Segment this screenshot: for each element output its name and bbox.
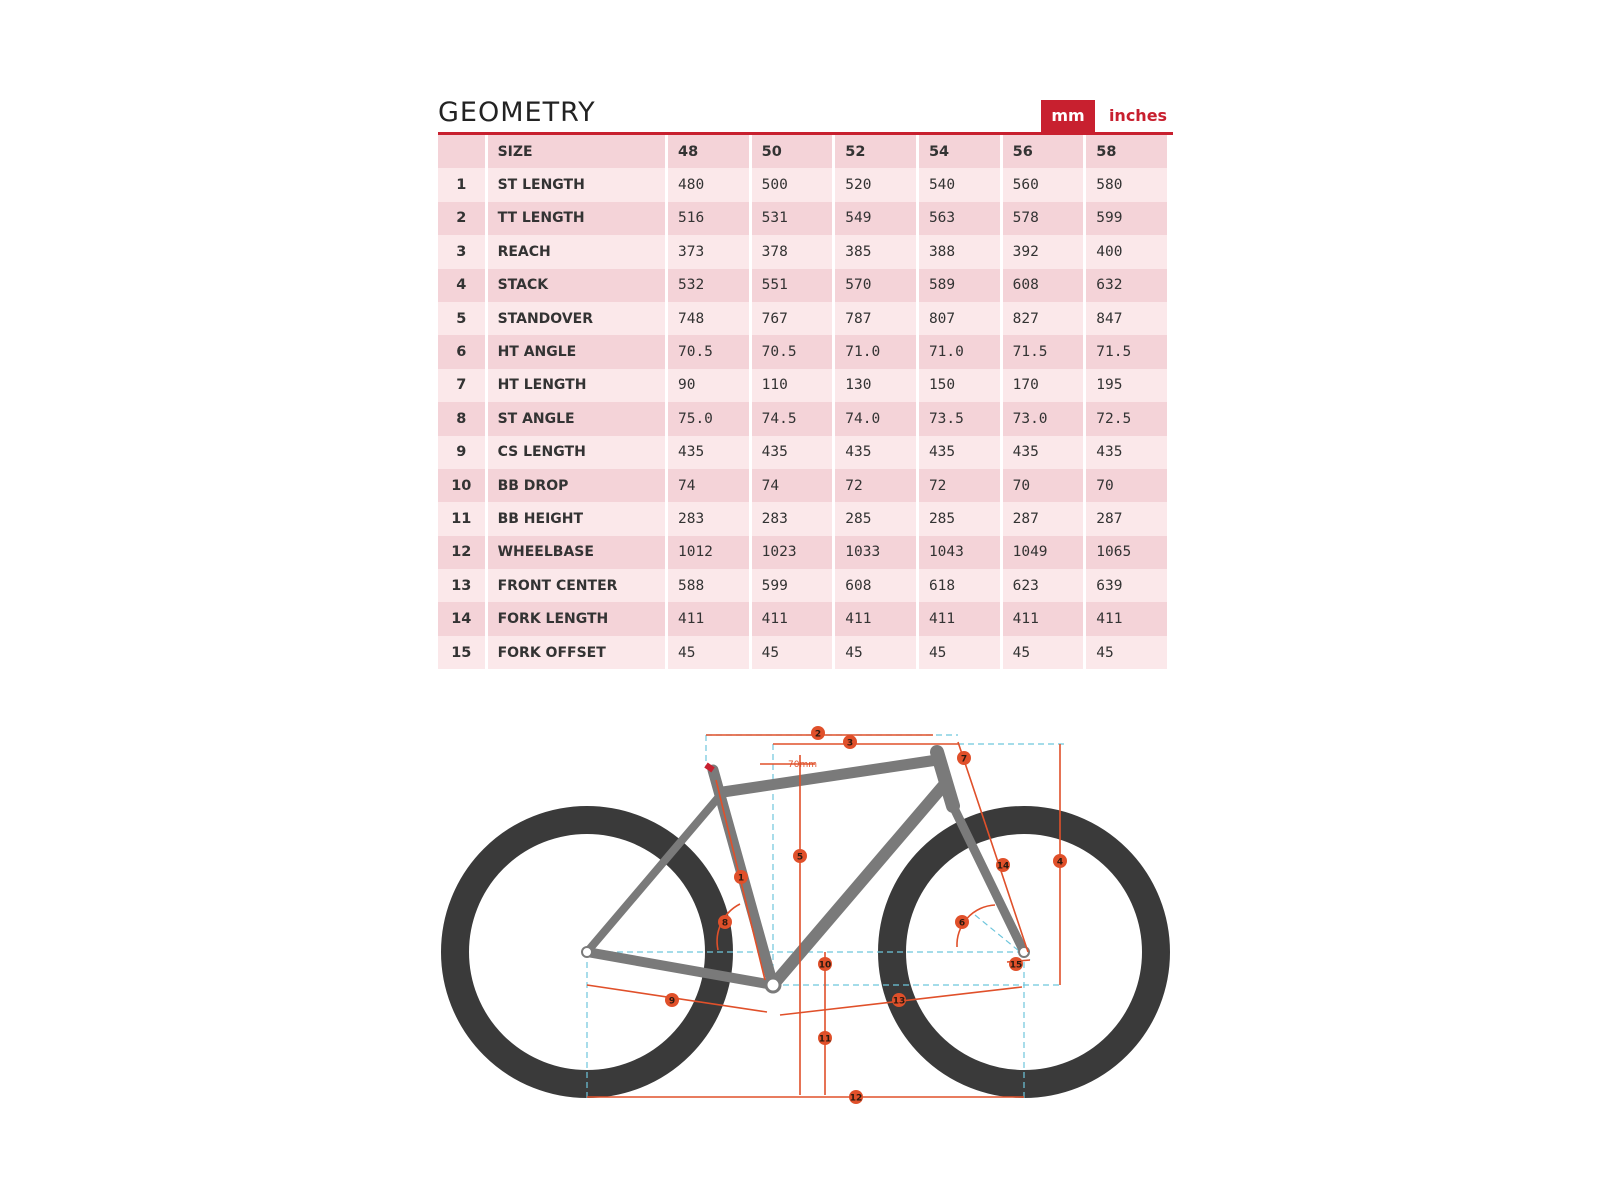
row-number: 6 <box>438 335 485 368</box>
row-value-cell: 480 <box>668 168 749 201</box>
row-label: HT ANGLE <box>488 335 665 368</box>
row-value-cell: 1043 <box>919 536 1000 569</box>
dimension-marker-label: 8 <box>721 918 729 929</box>
row-number: 2 <box>438 202 485 235</box>
row-number: 1 <box>438 168 485 201</box>
row-value-cell: 283 <box>752 502 833 535</box>
row-value-cell: 73.5 <box>919 402 1000 435</box>
dimension-marker-label: 14 <box>996 861 1010 872</box>
row-value-cell: 551 <box>752 269 833 302</box>
bottom-bracket <box>766 978 780 992</box>
row-number: 13 <box>438 569 485 602</box>
row-value-cell: 563 <box>919 202 1000 235</box>
row-label: ST ANGLE <box>488 402 665 435</box>
row-value-cell: 45 <box>835 636 916 669</box>
row-value-cell: 285 <box>919 502 1000 535</box>
row-value-cell: 532 <box>668 269 749 302</box>
dimension-marker-label: 10 <box>818 960 832 971</box>
row-value-cell: 570 <box>835 269 916 302</box>
row-value-cell: 71.0 <box>835 335 916 368</box>
row-label: WHEELBASE <box>488 536 665 569</box>
row-value-cell: 287 <box>1086 502 1167 535</box>
row-value-cell: 71.5 <box>1003 335 1084 368</box>
row-value-cell: 170 <box>1003 369 1084 402</box>
row-value-cell: 435 <box>1086 436 1167 469</box>
row-value-cell: 195 <box>1086 369 1167 402</box>
row-value-cell: 589 <box>919 269 1000 302</box>
callout-70mm: 70mm <box>788 760 817 770</box>
dimension-marker <box>734 870 748 884</box>
row-value-cell: 435 <box>1003 436 1084 469</box>
row-value-cell: 90 <box>668 369 749 402</box>
row-number: 12 <box>438 536 485 569</box>
row-label: TT LENGTH <box>488 202 665 235</box>
row-value-cell: 560 <box>1003 168 1084 201</box>
row-value-cell: 385 <box>835 235 916 268</box>
dimension-marker <box>1009 957 1023 971</box>
row-value-cell: 578 <box>1003 202 1084 235</box>
row-value-cell: 516 <box>668 202 749 235</box>
bike-frame <box>587 752 1024 985</box>
row-value-cell: 150 <box>919 369 1000 402</box>
row-value-cell: 373 <box>668 235 749 268</box>
dimension-marker-label: 4 <box>1056 857 1064 868</box>
row-label: FRONT CENTER <box>488 569 665 602</box>
row-label: BB DROP <box>488 469 665 502</box>
rear-axle <box>582 947 592 957</box>
row-value-cell: 599 <box>1086 202 1167 235</box>
row-value-cell: 632 <box>1086 269 1167 302</box>
size-header-cell: 56 <box>1003 135 1084 168</box>
row-value-cell: 588 <box>668 569 749 602</box>
dimension-marker-label: 9 <box>668 996 676 1007</box>
row-value-cell: 411 <box>1003 602 1084 635</box>
row-value-cell: 72 <box>835 469 916 502</box>
row-label: ST LENGTH <box>488 168 665 201</box>
row-value-cell: 787 <box>835 302 916 335</box>
size-header-cell: 58 <box>1086 135 1167 168</box>
dimension-marker-label: 12 <box>849 1093 863 1104</box>
row-value-cell: 411 <box>1086 602 1167 635</box>
row-value-cell: 287 <box>1003 502 1084 535</box>
row-value-cell: 70.5 <box>668 335 749 368</box>
row-value-cell: 74.0 <box>835 402 916 435</box>
row-number: 14 <box>438 602 485 635</box>
row-label: BB HEIGHT <box>488 502 665 535</box>
row-value-cell: 540 <box>919 168 1000 201</box>
dimension-marker <box>957 751 971 765</box>
row-value-cell: 1012 <box>668 536 749 569</box>
row-number: 4 <box>438 269 485 302</box>
row-value-cell: 283 <box>668 502 749 535</box>
row-value-cell: 378 <box>752 235 833 268</box>
size-header-cell: 50 <box>752 135 833 168</box>
seatpost-clamp <box>706 765 713 770</box>
row-value-cell: 400 <box>1086 235 1167 268</box>
row-value-cell: 411 <box>668 602 749 635</box>
dimension-marker <box>1053 854 1067 868</box>
dimension-marker-label: 3 <box>846 738 854 749</box>
row-number: 7 <box>438 369 485 402</box>
row-value-cell: 599 <box>752 569 833 602</box>
row-value-cell: 70 <box>1003 469 1084 502</box>
row-number: 11 <box>438 502 485 535</box>
row-value-cell: 75.0 <box>668 402 749 435</box>
dimension-marker-label: 13 <box>892 996 906 1007</box>
row-value-cell: 1065 <box>1086 536 1167 569</box>
dimension-marker <box>892 993 906 1007</box>
row-value-cell: 435 <box>835 436 916 469</box>
row-label: REACH <box>488 235 665 268</box>
row-value-cell: 1049 <box>1003 536 1084 569</box>
row-value-cell: 45 <box>1086 636 1167 669</box>
row-value-cell: 411 <box>752 602 833 635</box>
row-value-cell: 45 <box>752 636 833 669</box>
row-value-cell: 435 <box>919 436 1000 469</box>
row-value-cell: 623 <box>1003 569 1084 602</box>
dimension-marker-label: 11 <box>818 1034 832 1045</box>
row-value-cell: 827 <box>1003 302 1084 335</box>
row-value-cell: 74 <box>668 469 749 502</box>
unit-toggle-inches[interactable]: inches <box>1108 106 1168 125</box>
row-value-cell: 767 <box>752 302 833 335</box>
row-value-cell: 549 <box>835 202 916 235</box>
row-label: STANDOVER <box>488 302 665 335</box>
row-value-cell: 71.5 <box>1086 335 1167 368</box>
row-value-cell: 45 <box>919 636 1000 669</box>
dimension-marker-label: 15 <box>1009 960 1023 971</box>
row-value-cell: 1033 <box>835 536 916 569</box>
row-value-cell: 411 <box>835 602 916 635</box>
row-value-cell: 45 <box>668 636 749 669</box>
row-value-cell: 435 <box>752 436 833 469</box>
row-value-cell: 807 <box>919 302 1000 335</box>
row-value-cell: 74 <box>752 469 833 502</box>
row-value-cell: 608 <box>835 569 916 602</box>
row-value-cell: 435 <box>668 436 749 469</box>
row-value-cell: 580 <box>1086 168 1167 201</box>
page-title: GEOMETRY <box>438 97 596 128</box>
row-value-cell: 847 <box>1086 302 1167 335</box>
dimension-marker <box>843 735 857 749</box>
dimension-marker <box>955 915 969 929</box>
row-value-cell: 72.5 <box>1086 402 1167 435</box>
row-label: FORK OFFSET <box>488 636 665 669</box>
dimension-marker-label: 6 <box>958 918 966 929</box>
row-value-cell: 1023 <box>752 536 833 569</box>
dimension-marker <box>996 858 1010 872</box>
dimension-marker-label: 7 <box>960 754 968 765</box>
row-value-cell: 71.0 <box>919 335 1000 368</box>
row-value-cell: 73.0 <box>1003 402 1084 435</box>
dimension-marker-label: 2 <box>814 729 822 740</box>
dimension-marker-label: 5 <box>796 852 804 863</box>
row-value-cell: 110 <box>752 369 833 402</box>
size-header-cell: 52 <box>835 135 916 168</box>
unit-toggle-mm[interactable]: mm <box>1041 100 1095 132</box>
row-value-cell: 388 <box>919 235 1000 268</box>
row-number: 10 <box>438 469 485 502</box>
row-value-cell: 639 <box>1086 569 1167 602</box>
size-header-cell: 48 <box>668 135 749 168</box>
row-label: CS LENGTH <box>488 436 665 469</box>
row-label: FORK LENGTH <box>488 602 665 635</box>
row-value-cell: 74.5 <box>752 402 833 435</box>
top-tube <box>723 760 937 792</box>
row-label: STACK <box>488 269 665 302</box>
row-number: 5 <box>438 302 485 335</box>
row-value-cell: 70 <box>1086 469 1167 502</box>
row-value-cell: 608 <box>1003 269 1084 302</box>
size-header-cell: 54 <box>919 135 1000 168</box>
row-value-cell: 392 <box>1003 235 1084 268</box>
dimension-marker <box>665 993 679 1007</box>
dimension-marker <box>818 957 832 971</box>
row-value-cell: 72 <box>919 469 1000 502</box>
row-value-cell: 45 <box>1003 636 1084 669</box>
dimension-marker-label: 1 <box>737 873 745 884</box>
dimension-marker <box>811 726 825 740</box>
row-label: HT LENGTH <box>488 369 665 402</box>
row-number: 8 <box>438 402 485 435</box>
row-number: 15 <box>438 636 485 669</box>
chainstay <box>587 952 773 985</box>
row-value-cell: 500 <box>752 168 833 201</box>
row-value-cell: 618 <box>919 569 1000 602</box>
dimension-marker <box>849 1090 863 1104</box>
row-value-cell: 411 <box>919 602 1000 635</box>
row-value-cell: 531 <box>752 202 833 235</box>
header-size-label: SIZE <box>488 135 665 168</box>
row-value-cell: 520 <box>835 168 916 201</box>
dimension-marker <box>818 1031 832 1045</box>
row-value-cell: 748 <box>668 302 749 335</box>
dimension-marker <box>793 849 807 863</box>
row-value-cell: 285 <box>835 502 916 535</box>
row-value-cell: 130 <box>835 369 916 402</box>
row-value-cell: 70.5 <box>752 335 833 368</box>
row-number: 9 <box>438 436 485 469</box>
dimension-marker <box>718 915 732 929</box>
row-number: 3 <box>438 235 485 268</box>
